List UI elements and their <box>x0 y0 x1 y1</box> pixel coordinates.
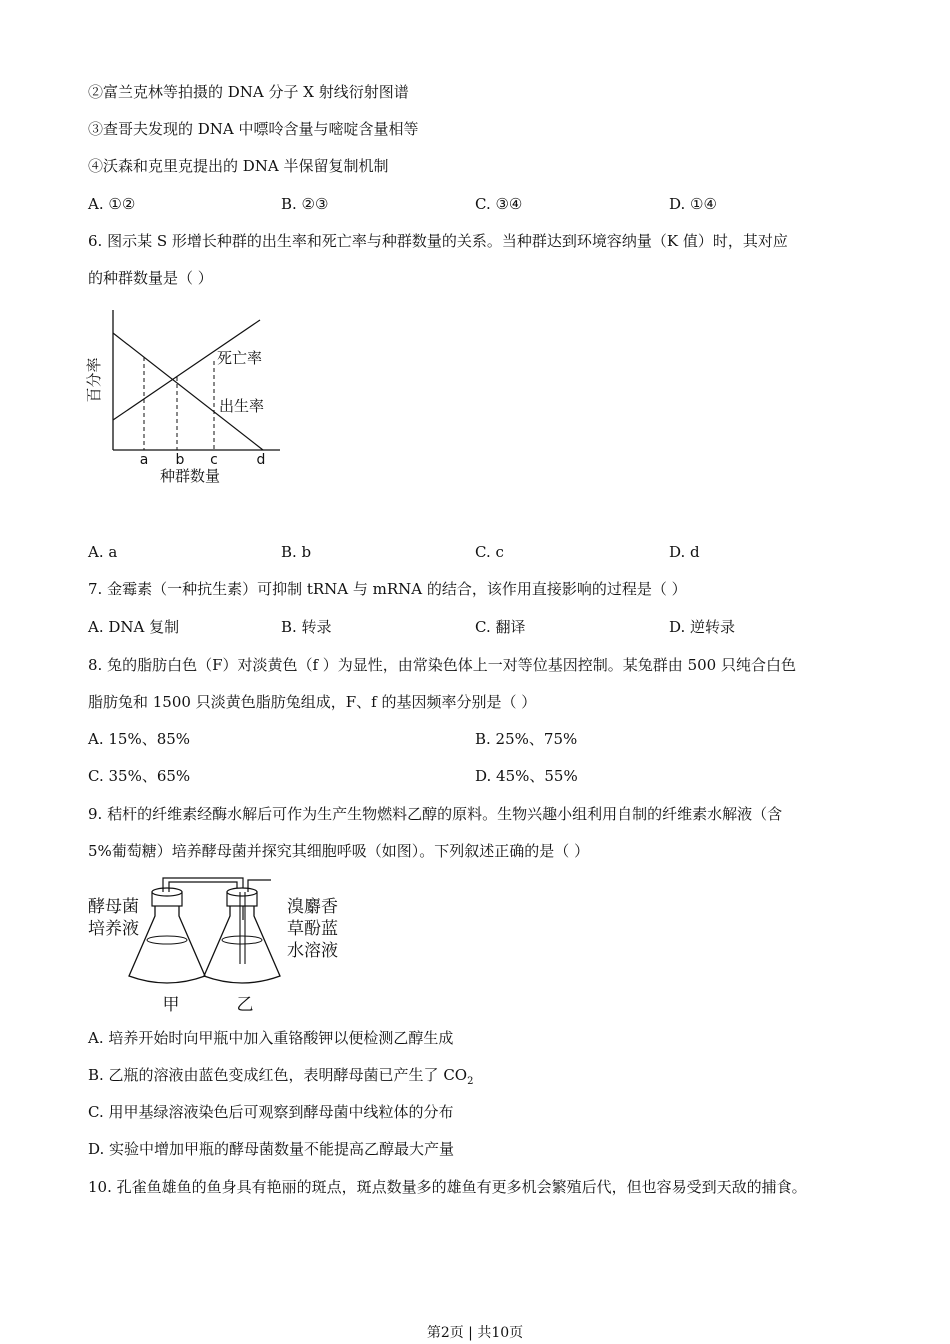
label-yeast-1: 酵母菌 <box>88 897 139 917</box>
q5-option-c: C. ③④ <box>475 195 523 213</box>
birth-rate-label: 出生率 <box>219 397 265 415</box>
q10-stem: 10. 孔雀鱼雄鱼的鱼身具有艳丽的斑点，斑点数量多的雄鱼有更多机会繁殖后代，但也容易受到天敌的捕食。 <box>88 1178 807 1196</box>
label-yi: 乙 <box>236 995 254 1015</box>
label-indicator-1: 溴麝香 <box>287 897 338 917</box>
page-footer: 第2页 | 共10页 <box>426 1325 524 1341</box>
q9-apparatus-figure <box>85 872 355 1017</box>
q6-option-a: A. a <box>88 543 118 561</box>
q5-option-d: D. ①④ <box>669 195 717 213</box>
x-axis-label: 种群数量 <box>159 467 221 485</box>
tick-b: b <box>175 452 185 468</box>
label-yeast-2: 培养液 <box>88 919 139 939</box>
q5-option-b: B. ②③ <box>281 195 329 213</box>
q7-option-c: C. 翻译 <box>475 618 526 636</box>
death-rate-label: 死亡率 <box>217 349 263 367</box>
q7-stem: 7. 金霉素（一种抗生素）可抑制 tRNA 与 mRNA 的结合，该作用直接影响的过程是（ ） <box>88 580 687 598</box>
label-indicator-3: 水溶液 <box>287 941 338 961</box>
q8-option-d: D. 45%、55% <box>475 767 578 785</box>
q7-option-d: D. 逆转录 <box>669 618 736 636</box>
q6-option-c: C. c <box>475 543 504 561</box>
q9-option-c: C. 用甲基绿溶液染色后可观察到酵母菌中线粒体的分布 <box>88 1103 454 1121</box>
q6-rate-graph <box>85 305 295 490</box>
q7-option-b: B. 转录 <box>281 618 332 636</box>
q7-option-a: A. DNA 复制 <box>88 618 180 636</box>
label-indicator-2: 草酚蓝 <box>287 919 338 939</box>
co2-subscript: 2 <box>467 1076 474 1087</box>
q8-option-b: B. 25%、75% <box>475 730 578 748</box>
tick-d: d <box>256 452 266 468</box>
q6-option-b: B. b <box>281 543 312 561</box>
q9-stem-line2: 5%葡萄糖）培养酵母菌并探究其细胞呼吸（如图）。下列叙述正确的是（ ） <box>88 842 590 860</box>
q8-stem-line1: 8. 兔的脂肪白色（F）对淡黄色（f ）为显性，由常染色体上一对等位基因控制。某兔群由 500 只纯合白色 <box>88 656 796 674</box>
q8-stem-line2: 脂肪兔和 1500 只淡黄色脂肪兔组成，F、f 的基因频率分别是（ ） <box>88 693 537 711</box>
label-jia: 甲 <box>162 995 180 1015</box>
statement-4: ④沃森和克里克提出的 DNA 半保留复制机制 <box>88 157 389 175</box>
q8-option-c: C. 35%、65% <box>88 767 191 785</box>
statement-2: ②富兰克林等拍摄的 DNA 分子 X 射线衍射图谱 <box>88 83 409 101</box>
q5-option-a: A. ①② <box>88 195 136 213</box>
tick-c: c <box>210 452 218 468</box>
q6-stem-line2: 的种群数量是（ ） <box>88 269 213 287</box>
q9-option-b <box>88 1065 473 1092</box>
q8-option-a: A. 15%、85% <box>88 730 191 748</box>
tick-a: a <box>139 452 149 468</box>
q9-option-a: A. 培养开始时向甲瓶中加入重铬酸钾以便检测乙醇生成 <box>88 1029 454 1047</box>
statement-3: ③查哥夫发现的 DNA 中嘌呤含量与嘧啶含量相等 <box>88 120 419 138</box>
q9-option-b-text: B. 乙瓶的溶液由蓝色变成红色，表明酵母菌已产生了 CO <box>88 1066 468 1084</box>
q9-stem-line1: 9. 秸杆的纤维素经酶水解后可作为生产生物燃料乙醇的原料。生物兴趣小组利用自制的纤维素水解液（含 <box>88 805 783 823</box>
q6-option-d: D. d <box>669 543 700 561</box>
q6-stem-line1: 6. 图示某 S 形增长种群的出生率和死亡率与种群数量的关系。当种群达到环境容纳量（K 值）时，其对应 <box>88 232 788 250</box>
q9-option-d: D. 实验中增加甲瓶的酵母菌数量不能提高乙醇最大产量 <box>88 1140 455 1158</box>
y-axis-label: 百分率 <box>85 357 103 403</box>
